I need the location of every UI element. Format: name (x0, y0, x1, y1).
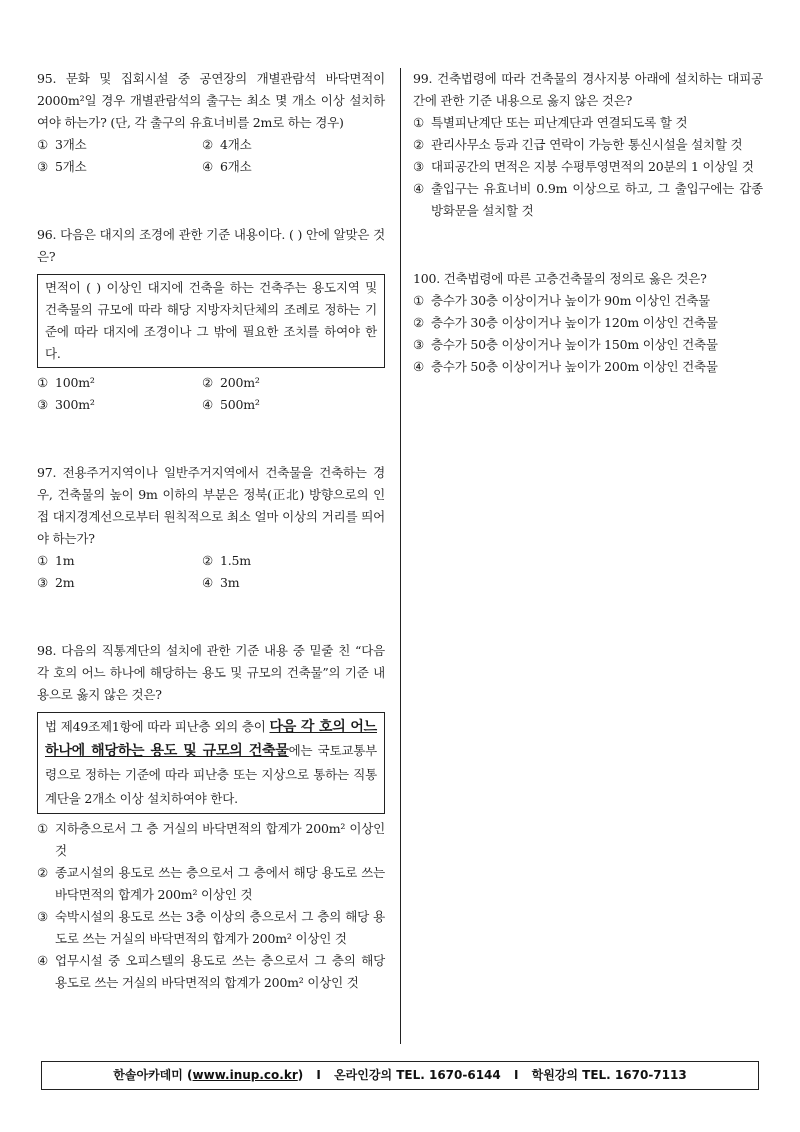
option-2[interactable]: ② 200m² (202, 375, 260, 390)
question-96 (37, 224, 385, 416)
question-98-box: 법 제49조제1항에 따라 피난층 외의 층이 다음 각 호의 어느 하나에 해당하는 용도 및 규모의 건축물에는 국토교통부령으로 정하는 기준에 따라 피난층 또는 지상으로 통하는 직통계단을 2개소 이상 설치하여야 한다. (37, 712, 385, 814)
offline-phone: 학원강의 TEL. 1670-7113 (531, 1068, 687, 1082)
footer-separator: I (513, 1068, 519, 1082)
academy-name: 한솔아카데미 (113, 1068, 183, 1082)
question-95-options (37, 134, 385, 178)
option-4[interactable]: ④ 층수가 50층 이상이거나 높이가 200m 이상인 건축물 (413, 359, 718, 374)
option-3[interactable]: ③ 300m² (37, 397, 95, 412)
left-column (37, 68, 385, 994)
option-3[interactable]: ③ 층수가 50층 이상이거나 높이가 150m 이상인 건축물 (413, 337, 718, 352)
page-footer: 한솔아카데미 (www.inup.co.kr) I 온라인강의 TEL. 1670-6144 I 학원강의 TEL. 1670-7113 (41, 1061, 759, 1090)
option-3[interactable]: ③ 5개소 (37, 159, 87, 174)
question-100-options (413, 290, 763, 378)
question-98-options (37, 818, 385, 994)
option-4[interactable]: ④ 3m (202, 575, 240, 590)
option-1[interactable]: ① 지하층으로서 그 층 거실의 바닥면적의 합계가 200m² 이상인 것 (37, 821, 385, 858)
column-divider (400, 68, 401, 1044)
spacer (37, 178, 385, 224)
option-4[interactable]: ④ 업무시설 중 오피스텔의 용도로 쓰는 층으로서 그 층의 해당 용도로 쓰는 거실의 바닥면적의 합계가 200m² 이상인 것 (37, 953, 385, 990)
spacer (37, 416, 385, 462)
right-column (413, 68, 763, 378)
question-95-stem: 95. 문화 및 집회시설 중 공연장의 개별관람석 바닥면적이 2000m²일 경우 개별관람석의 출구는 최소 몇 개소 이상 설치하여야 하는가? (단, 각 출구의 유효너비를 2m로 하는 경우) (37, 71, 385, 130)
underlined-phrase: 다음 각 호의 어느 하나에 해당하는 용도 및 규모의 건축물 (45, 719, 377, 759)
academy-link[interactable]: www.inup.co.kr (192, 1068, 298, 1082)
question-97-options (37, 550, 385, 594)
option-3[interactable]: ③ 대피공간의 면적은 지붕 수평투영면적의 20분의 1 이상일 것 (413, 159, 754, 174)
footer-separator: I (316, 1068, 321, 1082)
option-2[interactable]: ② 관리사무소 등과 긴급 연락이 가능한 통신시설을 설치할 것 (413, 137, 743, 152)
online-phone: 온라인강의 TEL. 1670-6144 (334, 1068, 501, 1082)
question-97-stem: 97. 전용주거지역이나 일반주거지역에서 건축물을 건축하는 경우, 건축물의 높이 9m 이하의 부분은 정북(正北) 방향으로의 인접 대지경계선으로부터 원칙적으로 최소 얼마 이상의 거리를 띄어야 하는가? (37, 465, 385, 546)
option-3[interactable]: ③ 2m (37, 575, 75, 590)
question-96-box: 면적이 ( ) 이상인 대지에 건축을 하는 건축주는 용도지역 및 건축물의 규모에 따라 해당 지방자치단체의 조례로 정하는 기준에 따라 대지에 조경이나 그 밖에 필요한 조치를 하여야 한다. (37, 274, 385, 368)
question-99-options (413, 112, 763, 222)
question-100 (413, 268, 763, 378)
option-1[interactable]: ① 3개소 (37, 137, 87, 152)
option-1[interactable]: ① 특별피난계단 또는 피난계단과 연결되도록 할 것 (413, 115, 688, 130)
question-95 (37, 68, 385, 178)
question-99 (413, 68, 763, 222)
question-100-stem: 100. 건축법령에 따른 고층건축물의 정의로 옳은 것은? (413, 271, 707, 286)
option-2[interactable]: ② 4개소 (202, 137, 252, 152)
option-4[interactable]: ④ 출입구는 유효너비 0.9m 이상으로 하고, 그 출입구에는 갑종방화문을 설치할 것 (413, 181, 763, 218)
question-99-stem: 99. 건축법령에 따라 건축물의 경사지붕 아래에 설치하는 대피공간에 관한 기준 내용으로 옳지 않은 것은? (413, 71, 763, 108)
option-2[interactable]: ② 종교시설의 용도로 쓰는 층으로서 그 층에서 해당 용도로 쓰는 바닥면적의 합계가 200m² 이상인 것 (37, 865, 385, 902)
spacer (37, 594, 385, 640)
option-4[interactable]: ④ 6개소 (202, 159, 252, 174)
question-96-stem: 96. 다음은 대지의 조경에 관한 기준 내용이다. ( ) 안에 알맞은 것은? (37, 227, 385, 264)
question-96-options (37, 372, 385, 416)
question-98 (37, 640, 385, 994)
option-1[interactable]: ① 100m² (37, 375, 95, 390)
option-3[interactable]: ③ 숙박시설의 용도로 쓰는 3층 이상의 층으로서 그 층의 해당 용도로 쓰는 거실의 바닥면적의 합계가 200m² 이상인 것 (37, 909, 385, 946)
spacer (413, 222, 763, 268)
question-98-stem: 98. 다음의 직통계단의 설치에 관한 기준 내용 중 밑줄 친 “다음 각 호의 어느 하나에 해당하는 용도 및 규모의 건축물”의 기준 내용으로 옳지 않은 것은? (37, 643, 385, 702)
option-1[interactable]: ① 층수가 30층 이상이거나 높이가 90m 이상인 건축물 (413, 293, 711, 308)
option-2[interactable]: ② 1.5m (202, 553, 251, 568)
question-97 (37, 462, 385, 594)
option-4[interactable]: ④ 500m² (202, 397, 260, 412)
option-1[interactable]: ① 1m (37, 553, 75, 568)
option-2[interactable]: ② 층수가 30층 이상이거나 높이가 120m 이상인 건축물 (413, 315, 718, 330)
